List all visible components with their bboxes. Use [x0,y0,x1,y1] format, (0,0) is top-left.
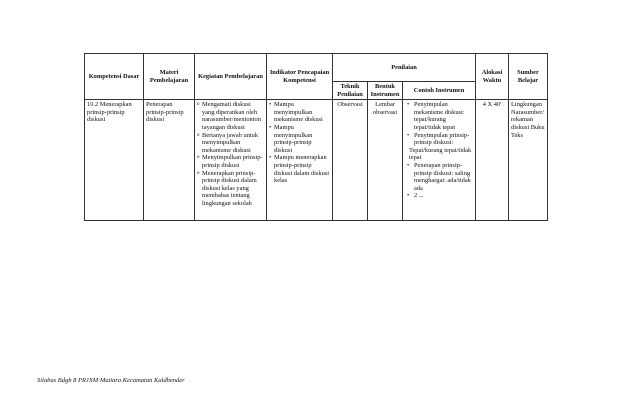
cell-alokasi: 4 X 40' [476,100,509,221]
list-item: • Penyimpulan mekanisme diskusi: tepat/kurang tepat/tidak tepat [405,101,473,131]
header-contoh: Contoh Instrumen [403,82,476,100]
header-sumber: Sumber Belajar [509,54,548,100]
header-penilaian: Penilaian [333,54,476,82]
header-kompetensi-dasar: Kompetensi Dasar [85,54,144,100]
cell-kegiatan [195,100,267,221]
header-alokasi: Alokasi Waktu [476,54,509,100]
cell-kompetensi-dasar: 10.2 Menerapkan prinsip-prinsip diskusi [85,100,144,221]
cell-materi: Penerapan prinsip-prinsip diskusi [144,100,195,221]
page-footer: Silabus Bdgb 8 PRJXM Mutiara Kecamatan Kaldbender [37,377,185,384]
cell-contoh [403,100,476,221]
table-row [85,100,548,221]
header-materi: Materi Pembelajaran [144,54,195,100]
cell-bentuk: Lembar observasi [368,100,403,221]
header-teknik: Teknik Penilaian [333,82,368,100]
header-kegiatan: Kegiatan Pembelajaran [195,54,267,100]
list-item: • Penyimpulan prinsip-prinsip diskusi: [405,132,473,147]
header-bentuk: Bentuk Instrumen [368,82,403,100]
contoh-continuation: Tepat/kurang tepat/tidak tepat [409,146,472,162]
list-item: • Mampu menerapkan prinsip-prinsip diskusi dalam diskusi kelas [269,154,330,184]
list-item: o Menyimpulkan prinsip-prinsip diskusi [197,154,264,169]
list-item: • Mampu menyimpulkan mekanisme diskusi [269,101,330,124]
cell-indikator [267,100,333,221]
list-item: • Penerapan prinsip-prinsip diskusi: saling menghargai: ada/tidak ada [405,162,473,192]
header-indikator: Indikator Pencapaian Kompetensi [267,54,333,100]
list-item: • 2 ... [405,192,473,200]
list-item: o Mengamati diskusi yang diperankan oleh narasumber/mentonton tayangan diskusi [197,101,264,131]
cell-sumber: Lingkungan Narasumber/ rekaman diskusi Buku Teks [509,100,548,221]
cell-teknik: Observasi [333,100,368,221]
list-item: • Mampu menyimpulkan prinsip-prinsip diskusi [269,124,330,154]
syllabus-table [84,53,548,221]
list-item: o Bertanya jawab untuk menyimpulkan mekanisme diskusi [197,132,264,155]
list-item: o Menerapkan prinsip-prinsip diskusi dalam diskusi kelas yang membahas tentang lingkungan sekolah [197,170,264,208]
